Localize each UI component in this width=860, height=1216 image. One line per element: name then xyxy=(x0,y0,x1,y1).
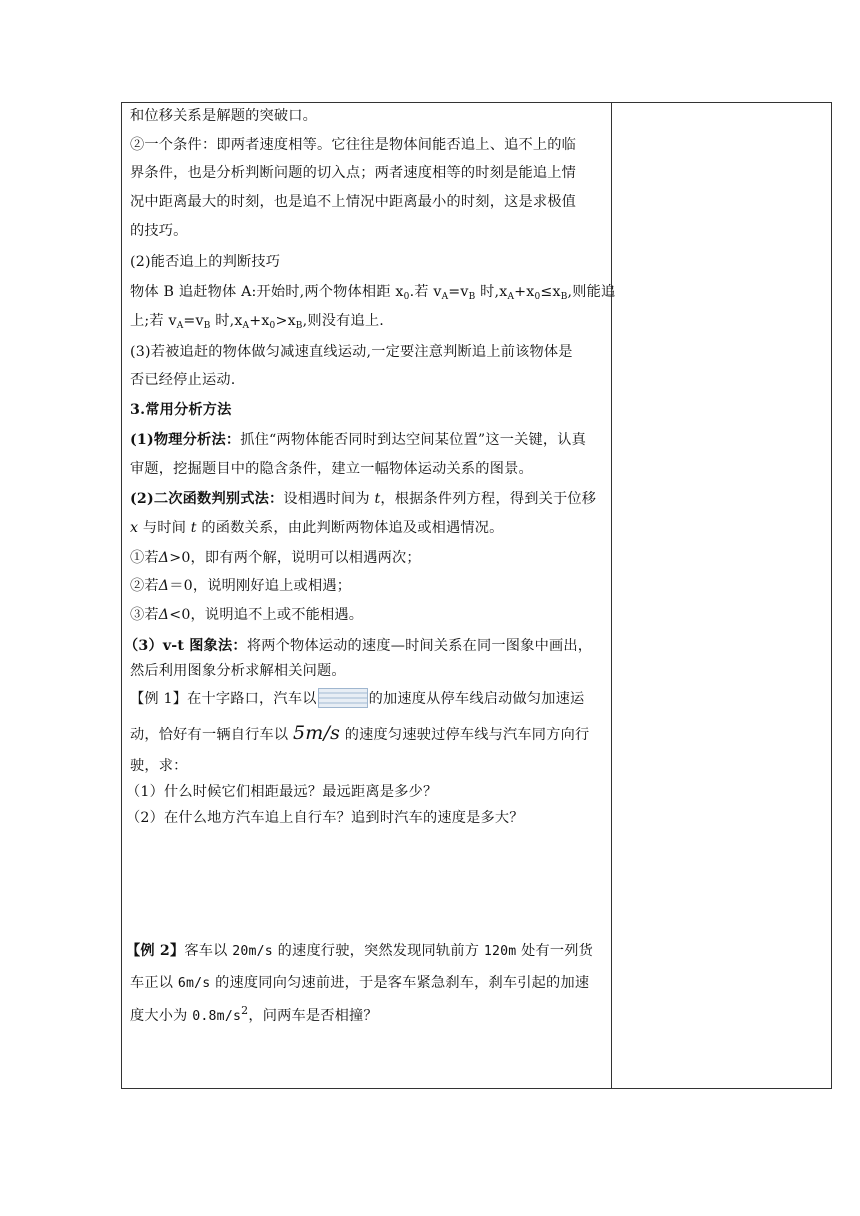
example-1-line: 驶，求： xyxy=(130,758,188,774)
text-line: (2)二次函数判别式法：设相遇时间为 t，根据条件列方程，得到关于位移 xyxy=(130,491,597,507)
section-heading: (2)能否追上的判断技巧 xyxy=(130,254,281,270)
example-2-line: 车正以 6m/s 的速度同向匀速前进，于是客车紧急刹车，刹车引起的加速 xyxy=(130,975,590,991)
text-line: 和位移关系是解题的突破口。 xyxy=(130,108,318,124)
example-1-line: 动，恰好有一辆自行车以 5m/s 的速度匀速驶过停车线与汽车同方向行 xyxy=(130,722,590,744)
question-line: （1）什么时候它们相距最远？最远距离是多少？ xyxy=(126,784,438,800)
column-divider xyxy=(611,102,612,1089)
text-line: 审题，挖掘题目中的隐含条件，建立一幅物体运动关系的图景。 xyxy=(130,461,533,477)
case-line: ②若Δ＝0，说明刚好追上或相遇； xyxy=(130,578,352,594)
text-line: 况中距离最大的时刻，也是追不上情况中距离最小的时刻，这是求极值 xyxy=(130,194,577,210)
text-line: （3）v-t 图象法：将两个物体运动的速度—时间关系在同一图象中画出， xyxy=(124,638,593,654)
example-2-line: 度大小为 $0.8m/s^2$，问两车是否相撞？ xyxy=(130,1004,378,1024)
case-line: ①若Δ>0，即有两个解，说明可以相遇两次； xyxy=(130,550,421,566)
section-heading: 3.常用分析方法 xyxy=(130,402,232,418)
text-line: ②一个条件：即两者速度相等。它往往是物体间能否追上、追不上的临 xyxy=(130,137,577,153)
embedded-formula-image xyxy=(318,688,368,708)
text-line: 上;若 $v_A=v_B$ 时$,x_A+x_0>x_B$,则没有追上. xyxy=(130,313,384,331)
text-line: 界条件，也是分析判断问题的切入点；两者速度相等的时刻是能追上情 xyxy=(130,165,577,181)
text-line: 物体 B 追赶物体 A:开始时,两个物体相距 $x_0$.若 $v_A=v_B$ 时$,x_A+x_0\le x_B$,则能追 xyxy=(130,284,616,302)
text-line: (3)若被追赶的物体做匀减速直线运动,一定要注意判断追上前该物体是 xyxy=(130,344,573,360)
example-2-line: 【例 2】客车以 20m/s 的速度行驶，突然发现同轨前方 120m 处有一列货 xyxy=(126,943,594,959)
text-line: x 与时间 t 的函数关系，由此判断两物体追及或相遇情况。 xyxy=(130,520,504,536)
text-line: (1)物理分析法：抓住“两物体能否同时到达空间某位置”这一关键，认真 xyxy=(130,432,587,448)
text-line: 然后利用图象分析求解相关问题。 xyxy=(130,663,346,679)
text-line: 否已经停止运动. xyxy=(130,372,236,388)
question-line: （2）在什么地方汽车追上自行车？追到时汽车的速度是多大？ xyxy=(126,810,524,826)
case-line: ③若Δ<0，说明追不上或不能相遇。 xyxy=(130,607,364,623)
text-line: 的技巧。 xyxy=(130,223,188,239)
example-1-line: 【例 1】在十字路口，汽车以 的加速度从停车线启动做匀加速运 xyxy=(130,688,584,709)
